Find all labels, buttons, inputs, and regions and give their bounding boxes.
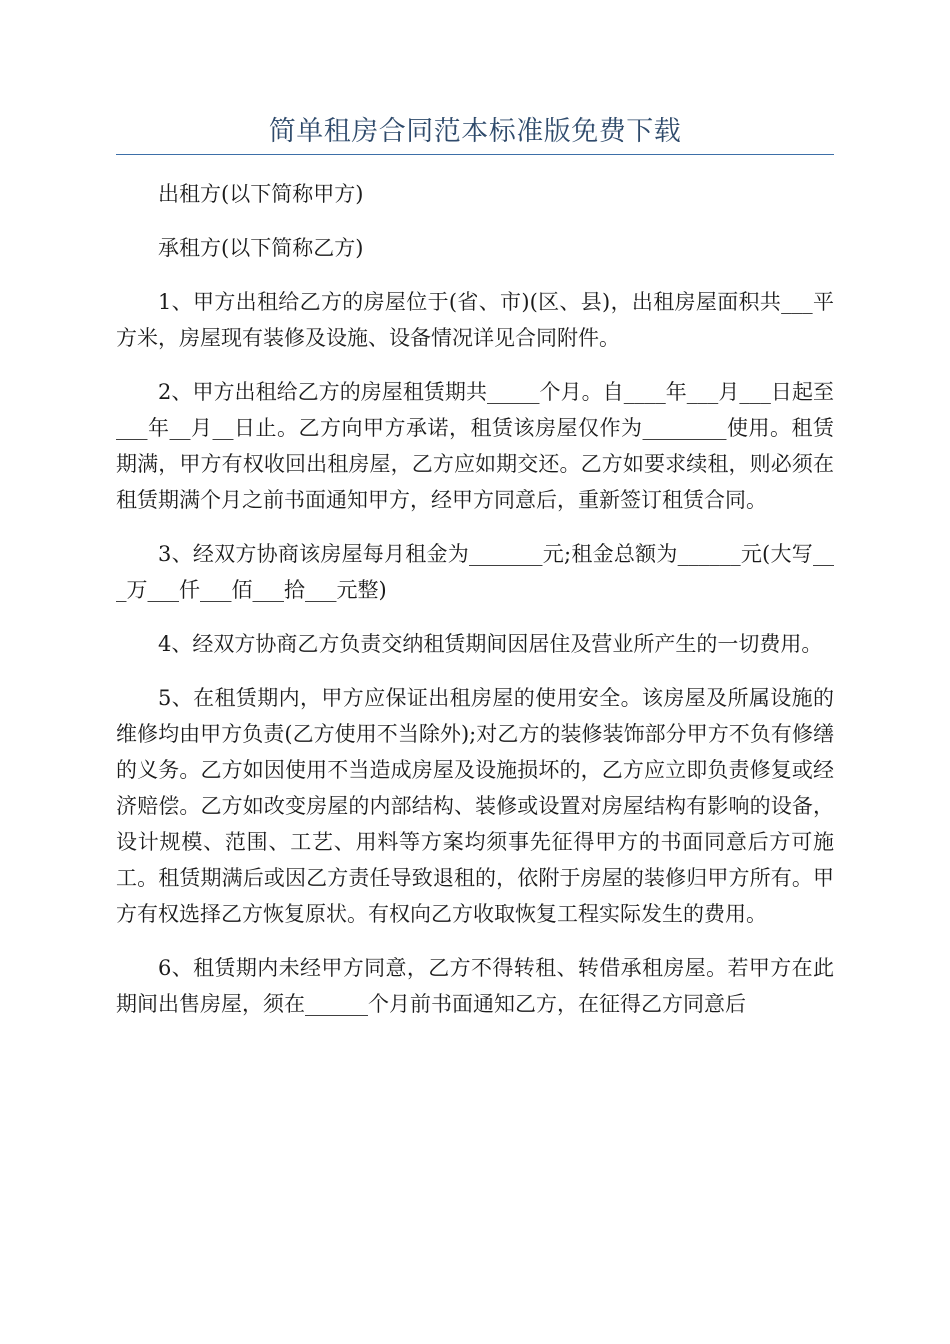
paragraph-clause-3: 3、经双方协商该房屋每月租金为_______元;租金总额为______元(大写___万___仟___佰___拾___元整) bbox=[116, 542, 834, 602]
paragraph-clause-4: 4、经双方协商乙方负责交纳租赁期间因居住及营业所产生的一切费用。 bbox=[158, 632, 823, 656]
paragraph-clause-5: 5、在租赁期内，甲方应保证出租房屋的使用安全。该房屋及所属设施的维修均由甲方负责(乙方使用不当除外);对乙方的装修装饰部分甲方不负有修缮的义务。乙方如因使用不当造成房屋及设施损坏的，乙方应立即负责修复或经济赔偿。乙方如改变房屋的内部结构、装修或设置对房屋结构有影响的设备，设计规模、范围、工艺、用料等方案均须事先征得甲方的书面同意后方可施工。租赁期满后或因乙方责任导致退租的，依附于房屋的装修归甲方所有。甲方有权选择乙方恢复原状。有权向乙方收取恢复工程实际发生的费用。 bbox=[116, 686, 834, 926]
paragraph-lessor: 出租方(以下简称甲方) bbox=[158, 182, 364, 206]
document-title: 简单租房合同范本标准版免费下载 bbox=[268, 116, 682, 147]
document-body bbox=[116, 176, 834, 1040]
paragraph-clause-2: 2、甲方出租给乙方的房屋租赁期共_____个月。自____年___月___日起至___年__月__日止。乙方向甲方承诺，租赁该房屋仅作为________使用。租赁期满，甲方有权收回出租房屋，乙方应如期交还。乙方如要求续租，则必须在租赁期满个月之前书面通知甲方，经甲方同意后，重新签订租赁合同。 bbox=[116, 380, 834, 512]
paragraph-lessee: 承租方(以下简称乙方) bbox=[158, 236, 364, 260]
paragraph-clause-1: 1、甲方出租给乙方的房屋位于(省、市)(区、县)，出租房屋面积共___平方米，房屋现有装修及设施、设备情况详见合同附件。 bbox=[116, 290, 834, 350]
paragraph-clause-6: 6、租赁期内未经甲方同意，乙方不得转租、转借承租房屋。若甲方在此期间出售房屋，须在______个月前书面通知乙方，在征得乙方同意后 bbox=[116, 956, 834, 1016]
title-divider bbox=[116, 154, 834, 155]
